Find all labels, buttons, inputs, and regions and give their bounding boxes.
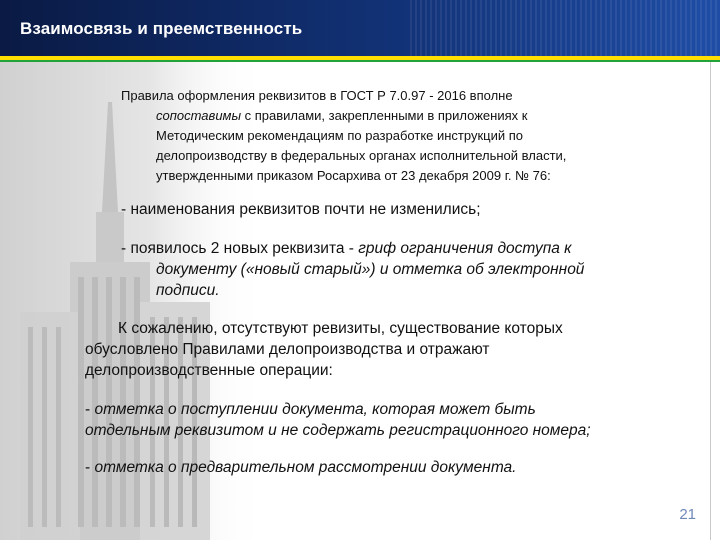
lead-line-5: утвержденными приказом Росархива от 23 декабря 2009 г. № 76:: [156, 168, 551, 183]
frame-line: [710, 62, 711, 540]
bullet-item-1: - наименования реквизитов почти не изменились;: [121, 201, 481, 218]
accent-green-line: [0, 60, 720, 62]
bullet-4-prefix: -: [85, 459, 95, 476]
bullet-3-prefix: -: [85, 401, 95, 418]
bullet-3-line-1: отметка о поступлении документа, которая может быть: [94, 401, 536, 418]
lead-line-2-rest: с правилами, закрепленными в приложениях к: [241, 108, 528, 123]
paragraph-line-1: К сожалению, отсутствуют ревизиты, существование которых: [118, 320, 563, 337]
lead-italic-word: сопоставимы: [156, 108, 242, 123]
bullet-2-italic-3: подписи.: [156, 282, 220, 299]
lead-line-3: Методическим рекомендациям по разработке инструкций по: [156, 128, 524, 143]
slide-title: Взаимосвязь и преемственность: [20, 19, 303, 38]
bullet-2-italic-1: гриф ограничения доступа к: [358, 240, 572, 257]
lead-line-1: Правила оформления реквизитов в ГОСТ Р 7.0.97 - 2016 вполне: [121, 88, 513, 103]
header-bar: [0, 0, 720, 56]
paragraph-line-2: обусловлено Правилами делопроизводства и отражают: [85, 341, 490, 358]
bullet-item-2: [121, 238, 572, 259]
bullet-2-italic-2: документу («новый старый») и отметка об электронной: [156, 261, 585, 278]
page-number: 21: [679, 506, 696, 523]
bullet-3-line-2: отдельным реквизитом и не содержать регистрационного номера;: [85, 422, 591, 439]
paragraph-line-3: делопроизводственные операции:: [85, 362, 333, 379]
lead-line-2: [156, 106, 681, 126]
bullet-item-4: [85, 457, 517, 478]
lead-line-4: делопроизводству в федеральных органах исполнительной власти,: [156, 148, 567, 163]
header-stripes: [410, 0, 720, 56]
bullet-item-3: [85, 399, 536, 420]
bullet-2-plain: - появилось 2 новых реквизита -: [121, 240, 359, 257]
bullet-4-text: отметка о предварительном рассмотрении документа.: [94, 459, 517, 476]
